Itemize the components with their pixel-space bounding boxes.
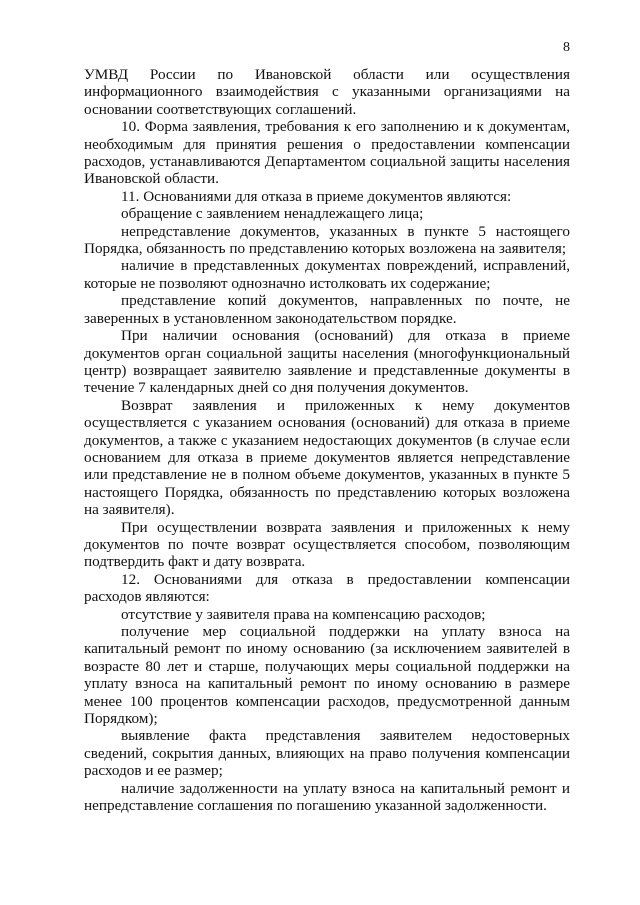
paragraph-item-11-reason-3: наличие в представленных документах повреждений, исправлений, которые не позволяют однозначно истолковать их содержание; — [84, 257, 570, 292]
paragraph-item-11-heading: 11. Основаниями для отказа в приеме документов являются: — [121, 187, 512, 205]
paragraph-return-by-mail: При осуществлении возврата заявления и приложенных к нему документов по почте возврат осуществляется способом, позволяющим подтвердить факт и дату возврата. — [84, 518, 570, 571]
paragraph-item-11-reason-2: непредставление документов, указанных в пункте 5 настоящего Порядка, обязанность по представлению которых возложена на заявителя; — [84, 222, 570, 258]
paragraph-item-10: 10. Форма заявления, требования к его заполнению и к документам, необходимым для принятия решения о предоставлении компенсации расходов, устанавливаются Департаментом социальной защиты населения Ивановской области. — [84, 118, 570, 188]
paragraph-item-12-heading: 12. Основаниями для отказа в предоставлении компенсации расходов являются: — [84, 570, 570, 606]
paragraph-continuation: УМВД России по Ивановской области или осуществления информационного взаимодействия с указанными организациями на основании соответствующих соглашений. — [84, 66, 570, 118]
paragraph-item-11-reason-4: представление копий документов, направленных по почте, не заверенных в установленном законодательством порядке. — [84, 292, 570, 327]
paragraph-return-procedure: Возврат заявления и приложенных к нему документов осуществляется с указанием основания (оснований) для отказа в приеме документов, а также с указанием недостающих документов (в случае если основанием для отказа в приеме документов является непредставление или представление не в полном объеме документов, указанных в пункте 5 настоящего Порядка, обязанность по представлению которых возложена на заявителя). — [84, 396, 570, 519]
paragraph-return-rule: При наличии основания (оснований) для отказа в приеме документов орган социальной защиты населения (многофункциональный центр) возвращает заявителю заявление и представленные документы в течение 7 календарных дней со дня получения документов. — [84, 327, 570, 397]
paragraph-item-12-reason-3: выявление факта представления заявителем недостоверных сведений, сокрытия данных, влияющих на право получения компенсации расходов и ее размер; — [84, 727, 570, 780]
paragraph-item-11-reason-1: обращение с заявлением ненадлежащего лица; — [121, 205, 424, 223]
page-number: 8 — [563, 40, 570, 55]
paragraph-item-12-reason-4: наличие задолженности на уплату взноса на капитальный ремонт и непредставление соглашения по погашению указанной задолженности. — [84, 779, 570, 815]
document-body — [84, 66, 570, 814]
paragraph-item-12-reason-2: получение мер социальной поддержки на уплату взноса на капитальный ремонт по иному основанию (за исключением заявителей в возрасте 80 лет и старше, получающих меры социальной поддержки на уплату взноса на капитальный ремонт по иному основанию в размере менее 100 процентов компенсации расходов, предусмотренной данным Порядком); — [84, 623, 570, 728]
paragraph-item-12-reason-1: отсутствие у заявителя права на компенсацию расходов; — [121, 605, 486, 623]
